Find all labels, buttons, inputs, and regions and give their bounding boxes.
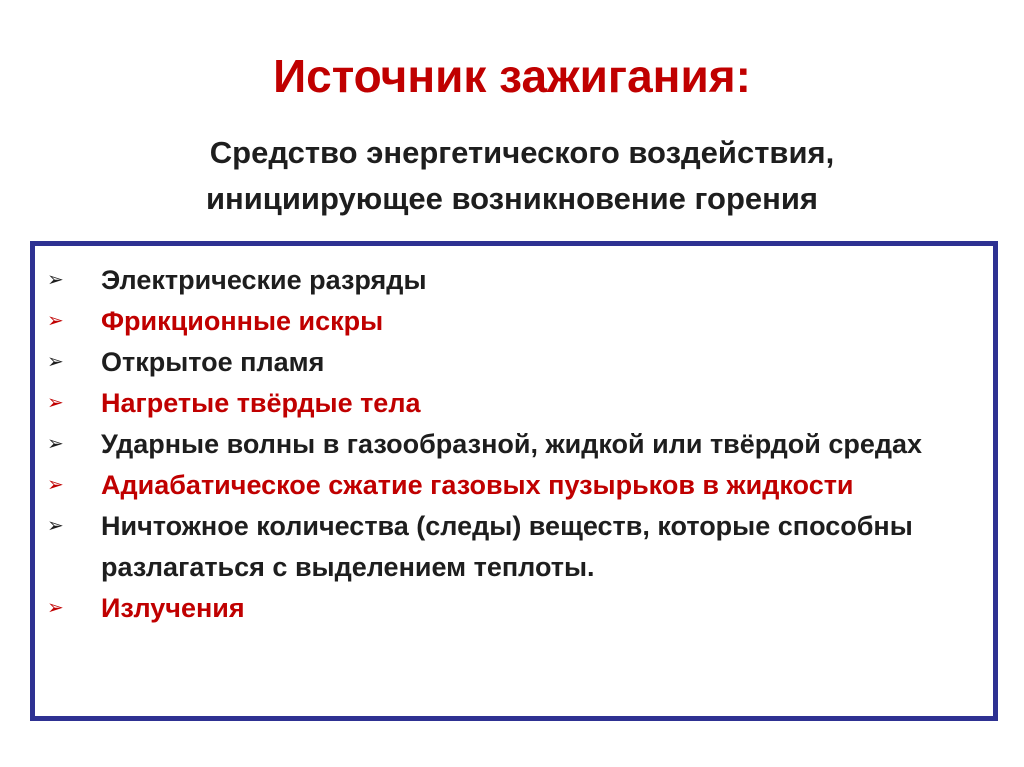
list-item-label: Излучения bbox=[101, 593, 245, 623]
list-item-open-flame bbox=[35, 342, 993, 383]
list-item-label: Нагретые твёрдые тела bbox=[101, 388, 421, 418]
list-item-label: Фрикционные искры bbox=[101, 306, 384, 336]
arrow-bullet-icon: ➢ bbox=[47, 392, 64, 414]
list-item-adiabatic-compression bbox=[35, 465, 993, 506]
arrow-bullet-icon: ➢ bbox=[47, 351, 64, 373]
arrow-bullet-icon: ➢ bbox=[47, 597, 64, 619]
list-item-friction-sparks bbox=[35, 301, 993, 342]
list-item-radiation bbox=[35, 588, 993, 629]
list-item-label: Адиабатическое сжатие газовых пузырьков в жидкости bbox=[101, 470, 854, 500]
list-item-label: Электрические разряды bbox=[101, 265, 427, 295]
arrow-bullet-icon: ➢ bbox=[47, 433, 64, 455]
list-item-label: Ничтожное количества (следы) веществ, которые способны разлагаться с выделением теплоты. bbox=[101, 511, 913, 582]
definition-line-1: Средство энергетического воздействия, bbox=[209, 135, 835, 170]
list-item-shock-waves bbox=[35, 424, 993, 465]
list-item-heated-solids bbox=[35, 383, 993, 424]
list-item-label: Открытое пламя bbox=[101, 347, 325, 377]
page-title: Источник зажигания: bbox=[273, 50, 751, 102]
arrow-bullet-icon: ➢ bbox=[47, 269, 64, 291]
definition-text bbox=[60, 130, 964, 222]
definition-line-2: инициирующее возникновение горения bbox=[205, 181, 819, 216]
ignition-sources-box bbox=[30, 241, 998, 721]
arrow-bullet-icon: ➢ bbox=[47, 474, 64, 496]
arrow-bullet-icon: ➢ bbox=[47, 515, 64, 537]
list-item-electric-discharges bbox=[35, 260, 993, 301]
list-item-label: Ударные волны в газообразной, жидкой или твёрдой средах bbox=[101, 429, 923, 459]
arrow-bullet-icon: ➢ bbox=[47, 310, 64, 332]
ignition-sources-list bbox=[35, 246, 993, 629]
list-item-trace-substances bbox=[35, 506, 993, 588]
